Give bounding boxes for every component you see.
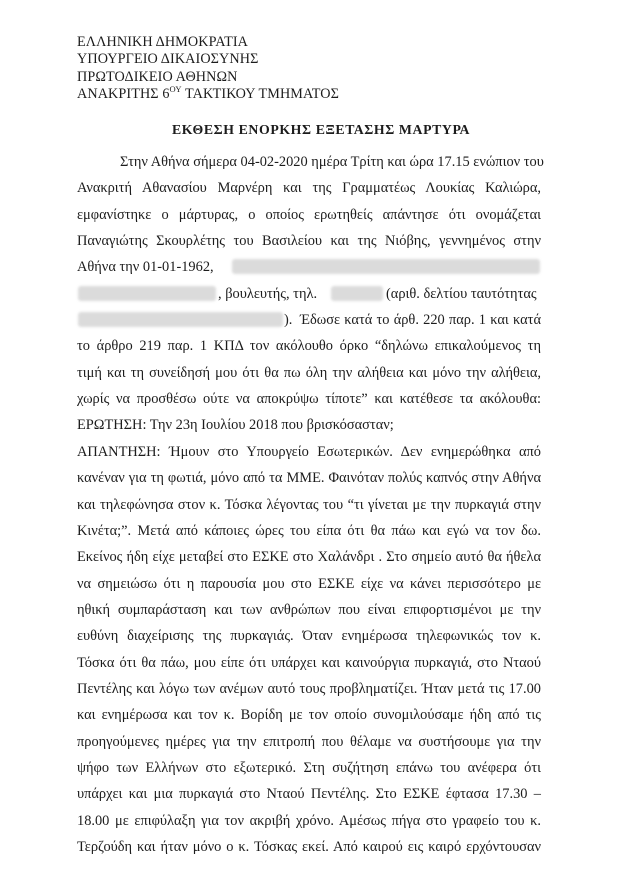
body-line: 18.00 με επιφύλαξη για τον ακριβή χρόνο. Αμέσως πήγα στο γραφείο του κ. [77,812,541,829]
body-line: και ενημέρωσα και τον κ. Βορίδη με τον οποίο συνομιλούσαμε ήδη από τις [77,707,541,724]
body-line: χωρίς να προσθέσω ούτε να αποκρύψω τίποτε” και κατέθεσε τα ακόλουθα: [77,391,541,408]
body-line: Έδωσε κατά το άρθ. 220 παρ. 1 και κατά [300,312,541,329]
redaction [78,312,283,327]
letterhead [77,34,339,104]
body-line: το άρθρο 219 παρ. 1 ΚΠΔ τον ακόλουθο όρκο “δηλώνω επικαλούμενος τη [77,338,541,355]
body-line: Εκείνος ήδη είχε μεταβεί στο ΕΣΚΕ στο Χαλάνδρι . Στο σημείο αυτό θα ήθελα [77,549,541,566]
body-line: ψήφο των Ελλήνων στο εξωτερικό. Στη συζήτηση επάνω του ανέφερα ότι [77,759,541,776]
body-line: κανέναν για τη φωτιά, μόνο από τα ΜΜΕ. Φαινόταν πολύς καπνός στην Αθήνα [77,470,541,487]
redaction [331,286,383,301]
body-line: Πεντέλης και λόγω των ανέμων αυτό τους προβληματίζει. Ήταν μετά τις 17.00 [77,680,541,697]
letterhead-ministry: ΥΠΟΥΡΓΕΙΟ ΔΙΚΑΙΟΣΥΝΗΣ [77,51,259,68]
body-line: Τερζούδη και ήταν μόνο ο κ. Τόσκας εκεί. Από καιρού εις καιρό ερχόντουσαν [77,839,541,855]
body-line: να σημειώσω ότι η παρουσία μου στο ΕΣΚΕ είχε να κάνει περισσότερο με [77,575,541,592]
body-line: ευθύνη διαχείρισης της πυρκαγιάς. Όταν ενημέρωσα τηλεφωνικώς τον κ. [77,628,541,645]
body-line: Αθήνα την 01-01-1962, [77,259,214,276]
body-line: Παναγιώτης Σκουρλέτης του Βασιλείου και της Νιόβης, γεννημένος στην [77,233,541,250]
body-line: και τηλεφώνησα στον κ. Τόσκα λέγοντας του “τι γίνεται με την πυρκαγιά στην [77,496,541,513]
body-line: Ανακριτή Αθανασίου Μαρνέρη και της Γραμματέως Λουκίας Καλιώρα, [77,180,541,197]
body-line: προηγούμενες ημέρες για την επιτροπή που θέλαμε να συστήσουμε για την [77,733,541,750]
body-line: Κινέτα;”. Μετά από κάποιες ώρες του είπα ότι θα πάω και εγώ να τον δω. [77,522,541,539]
body-line: ). [284,312,293,329]
body-line: Τόσκα ότι θα πάω, μου είπε ότι υπάρχει και καινούργια πυρκαγιά, στο Νταού [77,654,541,671]
letterhead-republic: ΕΛΛΗΝΙΚΗ ΔΗΜΟΚΡΑΤΙΑ [77,34,249,50]
body-line: τιμή και τη συνείδησή μου ότι θα πω όλη την αλήθεια και μόνο την αλήθεια, [77,364,541,381]
body-line: , βουλευτής, τηλ. [218,285,318,302]
document-title: ΕΚΘΕΣΗ ΕΝΟΡΚΗΣ ΕΞΕΤΑΣΗΣ ΜΑΡΤΥΡΑ [171,122,471,137]
redaction [232,259,540,274]
body-line: Στην Αθήνα σήμερα 04-02-2020 ημέρα Τρίτη και ώρα 17.15 ενώπιον του [120,154,544,170]
letterhead-investigator: ΑΝΑΚΡΙΤΗΣ $6^{O\Upsilon}$ ΤΑΚΤΙΚΟΥ ΤΜΗΜΑΤΟΣ [77,84,340,103]
body-line: (αριθ. δελτίου ταυτότητας [386,285,537,302]
redaction [78,286,216,301]
body-line: υπάρχει και μια πυρκαγιά στο Νταού Πεντέλης. Στο ΕΣΚΕ έφτασα 17.30 – [77,786,541,803]
answer-line: ΑΠΑΝΤΗΣΗ: Ήμουν στο Υπουργείο Εσωτερικών. Δεν ενημερώθηκα από [77,443,541,460]
letterhead-court: ΠΡΩΤΟΔΙΚΕΙΟ ΑΘΗΝΩΝ [77,68,238,85]
body-line: εμφανίστηκε ο μάρτυρας, ο οποίος ερωτηθείς απάντησε ότι ονομάζεται [77,206,541,223]
body-line: ηθική συμπαράσταση και των ανθρώπων που είναι επιφορτισμένοι με την [77,601,541,618]
question-line: ΕΡΩΤΗΣΗ: Την 23η Ιουλίου 2018 που βρισκόσασταν; [77,417,394,434]
